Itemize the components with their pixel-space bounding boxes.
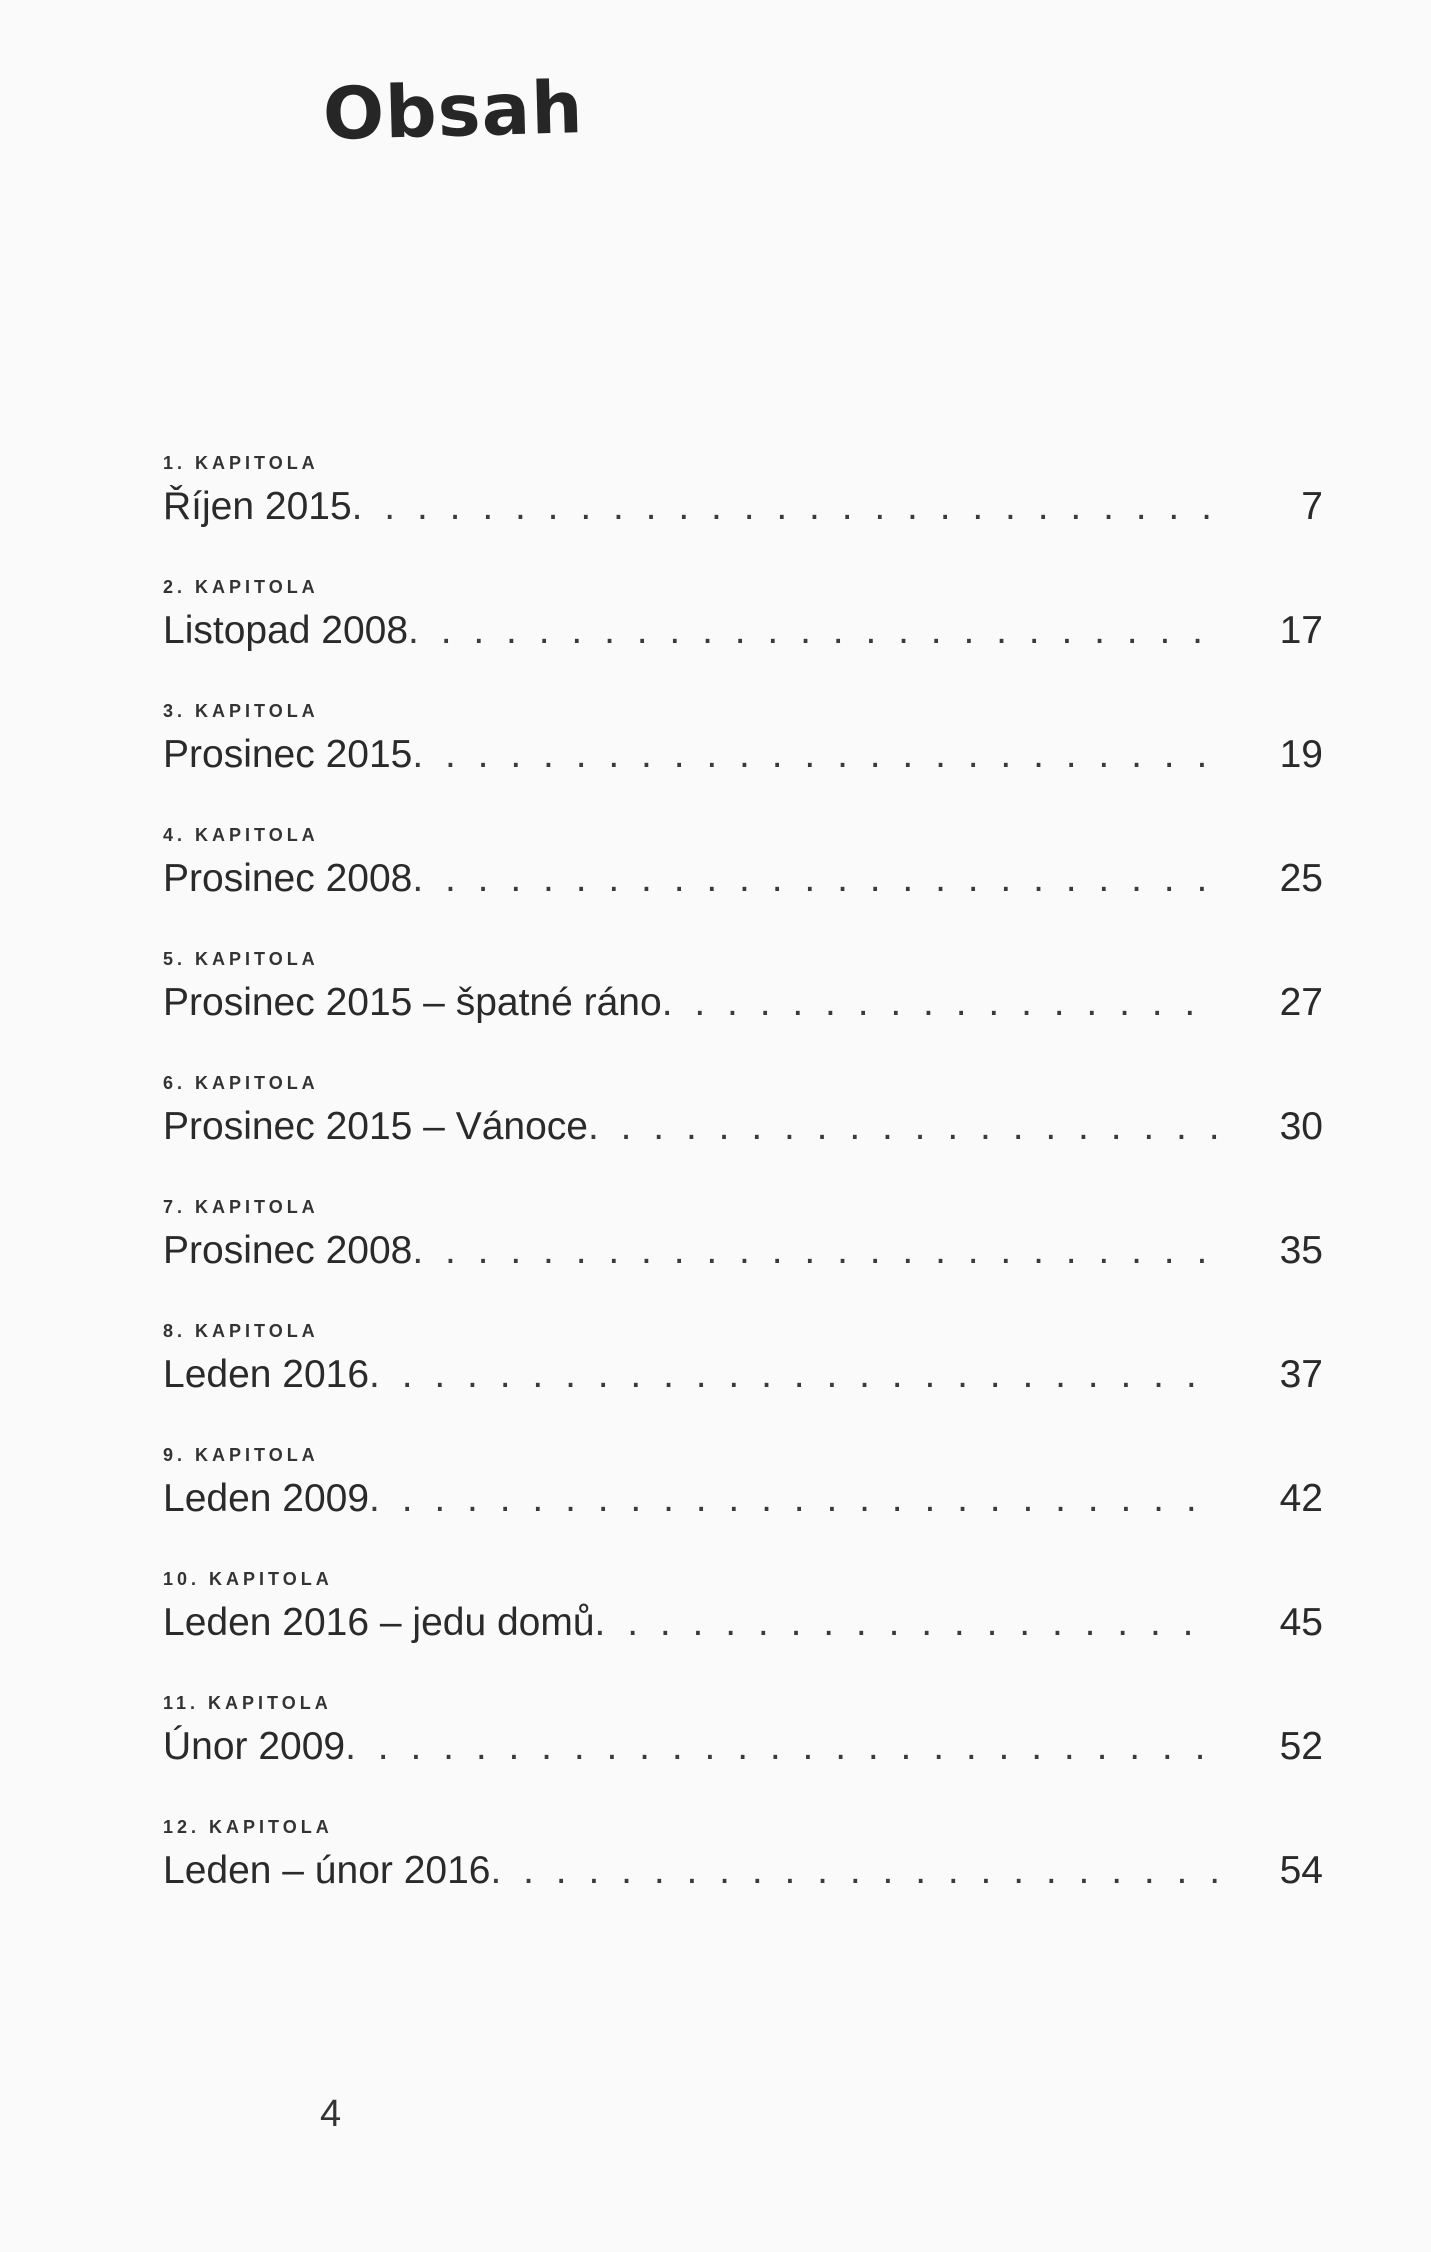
toc-entry-line [163, 480, 1323, 534]
dot-leader [412, 852, 1217, 906]
chapter-title: Prosinec 2015 [163, 733, 413, 776]
chapter-page-number: 35 [1279, 1229, 1323, 1272]
chapter-label: 1. KAPITOLA [163, 453, 319, 473]
chapter-page-number: 25 [1279, 857, 1323, 900]
toc-entry-line [163, 1844, 1323, 1898]
toc-entry[interactable] [163, 1193, 1323, 1317]
toc-entry[interactable] [163, 1441, 1323, 1565]
chapter-label: 12. KAPITOLA [163, 1817, 333, 1837]
page-number: 4 [320, 2093, 342, 2135]
toc-entry[interactable] [163, 945, 1323, 1069]
dot-leader [595, 1596, 1217, 1650]
dot-leader [412, 728, 1217, 782]
chapter-title: Prosinec 2015 – špatné ráno [163, 981, 662, 1024]
chapter-label: 5. KAPITOLA [163, 949, 319, 969]
chapter-label: 3. KAPITOLA [163, 701, 319, 721]
dot-leader [352, 480, 1217, 534]
toc-entry-line [163, 852, 1323, 906]
toc-entry[interactable] [163, 1813, 1323, 1937]
dot-leader [345, 1720, 1217, 1774]
toc-entry-line [163, 728, 1323, 782]
toc-entry[interactable] [163, 821, 1323, 945]
chapter-title: Prosinec 2008 [163, 1229, 413, 1272]
chapter-title: Leden 2009 [163, 1477, 370, 1520]
toc-entry-line [163, 1224, 1323, 1278]
chapter-title: Leden 2016 [163, 1353, 370, 1396]
dot-leader [588, 1100, 1217, 1154]
chapter-label: 4. KAPITOLA [163, 825, 319, 845]
chapter-label: 7. KAPITOLA [163, 1197, 319, 1217]
chapter-page-number: 45 [1279, 1601, 1323, 1644]
dot-leader [412, 1224, 1217, 1278]
chapter-title: Leden 2016 – jedu domů [163, 1601, 595, 1644]
dot-leader [369, 1348, 1217, 1402]
chapter-page-number: 52 [1279, 1725, 1323, 1768]
dot-leader [662, 976, 1217, 1030]
chapter-label: 11. KAPITOLA [163, 1693, 332, 1713]
toc-entry-line [163, 1720, 1323, 1774]
dot-leader [369, 1472, 1217, 1526]
chapter-page-number: 54 [1279, 1849, 1323, 1892]
chapter-page-number: 17 [1279, 609, 1323, 652]
chapter-title: Prosinec 2008 [163, 857, 413, 900]
dot-leader [490, 1844, 1217, 1898]
toc-entry[interactable] [163, 449, 1323, 573]
toc-entry[interactable] [163, 1317, 1323, 1441]
chapter-page-number: 30 [1279, 1105, 1323, 1148]
table-of-contents [163, 449, 1323, 1937]
toc-entry-line [163, 1348, 1323, 1402]
chapter-title: Listopad 2008 [163, 609, 409, 652]
chapter-page-number: 19 [1279, 733, 1323, 776]
dot-leader [408, 604, 1217, 658]
toc-entry-line [163, 604, 1323, 658]
chapter-label: 2. KAPITOLA [163, 577, 319, 597]
toc-entry[interactable] [163, 1689, 1323, 1813]
toc-entry-line [163, 976, 1323, 1030]
chapter-page-number: 42 [1279, 1477, 1323, 1520]
chapter-label: 10. KAPITOLA [163, 1569, 333, 1589]
chapter-label: 9. KAPITOLA [163, 1445, 319, 1465]
chapter-page-number: 27 [1279, 981, 1323, 1024]
chapter-title: Leden – únor 2016 [163, 1849, 491, 1892]
toc-entry-line [163, 1100, 1323, 1154]
toc-entry[interactable] [163, 1069, 1323, 1193]
chapter-title: Únor 2009 [163, 1725, 346, 1768]
toc-entry-line [163, 1596, 1323, 1650]
chapter-label: 6. KAPITOLA [163, 1073, 319, 1093]
chapter-page-number: 37 [1279, 1353, 1323, 1396]
chapter-page-number: 7 [1301, 485, 1323, 528]
chapter-title: Říjen 2015 [163, 485, 352, 528]
toc-entry[interactable] [163, 573, 1323, 697]
toc-entry[interactable] [163, 1565, 1323, 1689]
chapter-title: Prosinec 2015 – Vánoce [163, 1105, 588, 1148]
toc-entry-line [163, 1472, 1323, 1526]
page-title: Obsah [321, 65, 585, 156]
chapter-label: 8. KAPITOLA [163, 1321, 319, 1341]
toc-entry[interactable] [163, 697, 1323, 821]
